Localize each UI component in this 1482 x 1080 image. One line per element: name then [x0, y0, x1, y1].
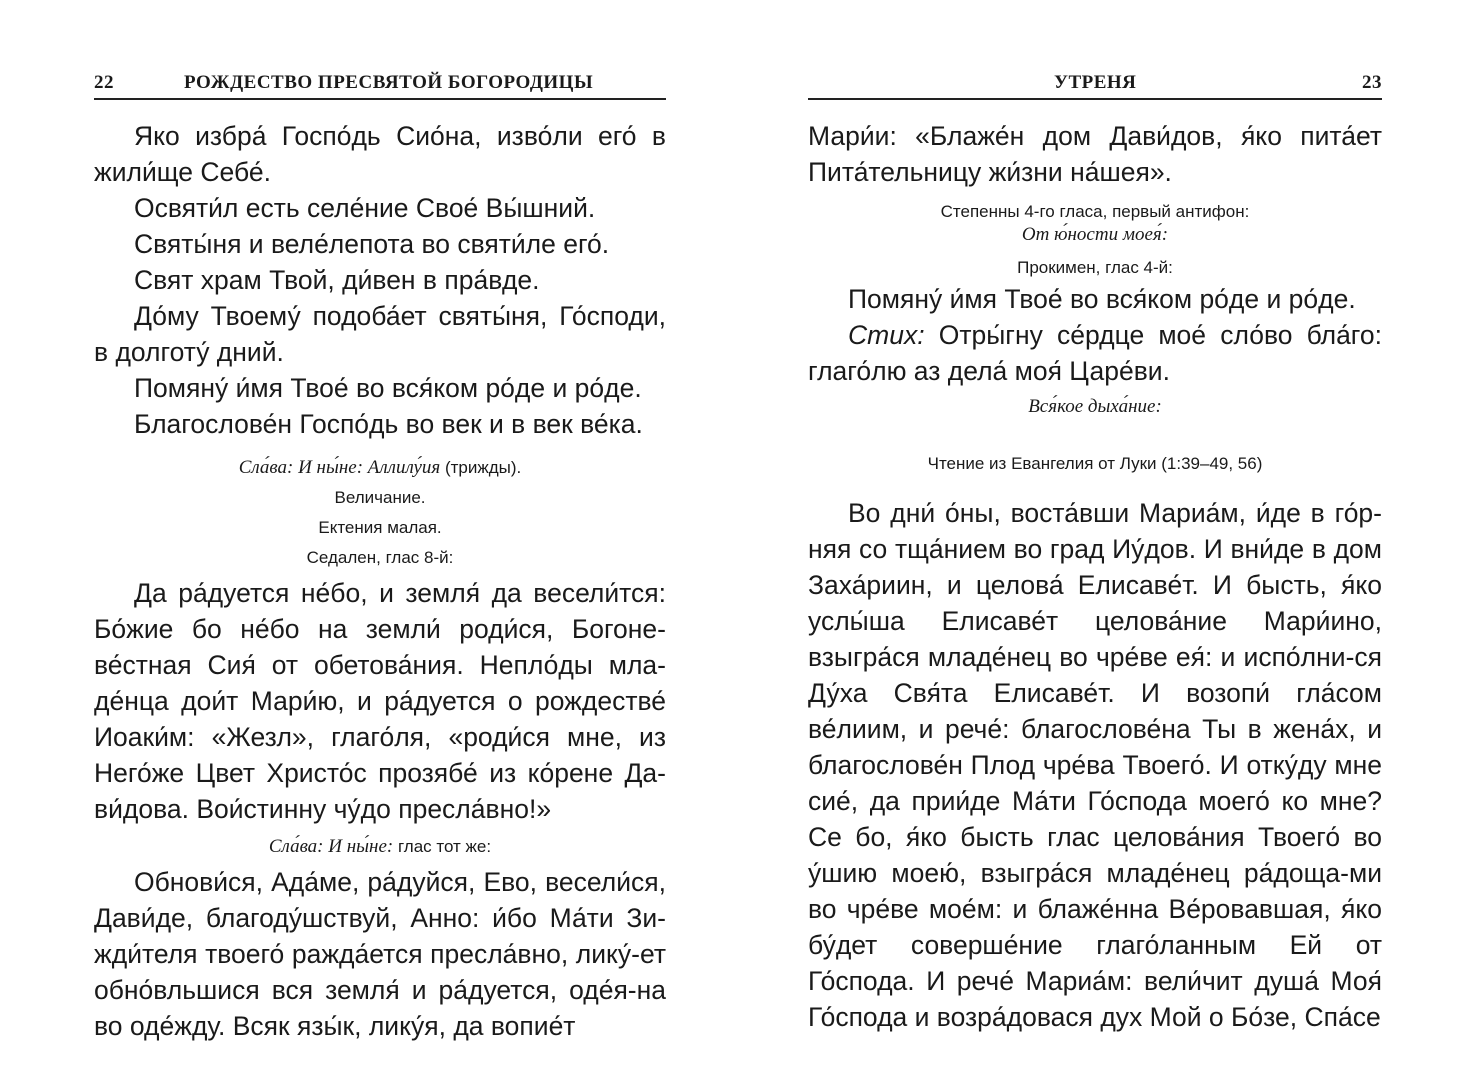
rubric-plain: глас тот же: — [393, 837, 492, 856]
psalm-verse: До́му Твоему́ подоба́ет святы́ня, Го́споди, в долготу́ дний. — [94, 301, 666, 367]
continued-text: Мари́и: «Блаже́н дом Дави́дов, я́ко пита́ет Пита́тельницу жи́зни на́шея». — [808, 121, 1382, 187]
stih-text — [808, 317, 1382, 389]
page-number-right: 23 — [1362, 72, 1382, 93]
slava-text: Обнови́ся, Ада́ме, ра́дуйся, Ево, весели́ся, Дави́де, благоду́шствуй, Анно: и́бо Ма́ти Зи-жди́теля твоего́ ражда́ется пресла́вно, лику́-ет обно́вльшися вся земля́ и ра́дуется, оде́я-на во оде́жду. Всяк язы́к, лику́я, да вопие́т — [94, 867, 666, 1041]
prokimen-text: Помяну́ и́мя Твое́ во вся́ком ро́де и ро́де. — [848, 284, 1356, 314]
rubric-italic: Сла́ва: И ны́не: — [268, 836, 394, 857]
rubric-vsyakoe — [808, 395, 1382, 418]
running-head-title-right: УТРЕНЯ — [1054, 72, 1137, 93]
rubric-italic: От ю́ности моея́: — [1021, 224, 1169, 245]
psalm-verse: Благослове́н Госпо́дь во век и в век ве́ка. — [134, 409, 643, 439]
stih-label: Стих: — [848, 320, 925, 350]
psalm-verse: Святы́ня и веле́лепота во святи́ле его́. — [134, 229, 610, 259]
rubric-italic: Вся́кое дыха́ние: — [1028, 396, 1162, 417]
page-number-left: 22 — [94, 72, 114, 93]
rubric-italic: Сла́ва: И ны́не: Аллилу́ия — [238, 457, 441, 478]
rubric-gospel-title: Чтение из Евангелия от Луки (1:39–49, 56) — [927, 454, 1263, 473]
rubric-antifon-italic — [808, 223, 1382, 246]
psalm-verse: Яко избра́ Госпо́дь Сио́на, изво́ли его́ в жили́ще Себе́. — [94, 121, 666, 187]
psalm-verse: Свят храм Твой, ди́вен в пра́вде. — [134, 265, 540, 295]
stih-body: Отры́гну се́рдце мое́ сло́во бла́го: глаго́лю аз дела́ моя́ Царе́ви. — [808, 320, 1382, 386]
rubric-slava-glas — [94, 835, 666, 858]
rubric-sedalen: Седален, глас 8-й: — [306, 548, 454, 567]
right-running-head — [808, 72, 1382, 100]
running-head-title-left: РОЖДЕСТВО ПРЕСВЯТОЙ БОГОРОДИЦЫ — [184, 72, 594, 93]
right-page-body — [808, 118, 1382, 1035]
sedalen-text: Да ра́дуется не́бо, и земля́ да весели́тся: Бо́жие бо не́бо на земли́ роди́ся, Богоне-ве́стная Сия́ от обетова́ния. Непло́ды мла-де́нца дои́т Мари́ю, и ра́дуется о рождестве́ Иоаки́м: «Жезл», глаго́ля, «роди́ся мне, из Него́же Цвет Христо́с прозябе́ из ко́рене Да-ви́дова. Вои́стинну чу́до пресла́вно!» — [94, 578, 666, 824]
rubric-ektenia: Ектения малая. — [318, 518, 442, 537]
right-page — [808, 0, 1382, 1080]
rubric-stepenny: Степенны 4-го гласа, первый антифон: — [940, 202, 1250, 221]
left-page — [94, 0, 666, 1080]
rubric-slava — [94, 456, 666, 479]
left-page-body — [94, 118, 666, 1044]
psalm-verse: Освяти́л есть селе́ние Свое́ Вы́шний. — [134, 193, 596, 223]
left-running-head — [94, 72, 666, 100]
gospel-text: Во дни́ о́ны, воста́вши Мариа́м, и́де в го́р-няя со тща́нием во град Иу́дов. И вни́де в дом Заха́риин, и целова́ Елисаве́т. И бысть, я́ко услы́ша Елисаве́т целова́ние Мари́ино, взыгра́ся младе́нец во чре́ве ея́: и испо́лни-ся Ду́ха Свя́та Елисаве́т. И возопи́ гла́сом ве́лиим, и рече́: благослове́на Ты в жена́х, и благослове́н Плод чре́ва Твоего́. И отку́ду мне сие́, да прии́де Ма́ти Го́спода моего́ ко мне? Се бо, я́ко бысть глас целова́ния Твоего́ во у́шию моею́, взыгра́ся младе́нец ра́доща-ми во чре́ве мое́м: и блаже́нна Ве́ровавшая, я́ко бу́дет соверше́ние глаго́ланным Ей от Го́спода. И рече́ Мариа́м: вели́чит душа́ Моя́ Го́спода и возра́довася дух Мой о Бо́зе, Спа́се — [808, 498, 1382, 1032]
rubric-velichanie: Величание. — [334, 488, 426, 507]
rubric-plain: (трижды). — [440, 458, 522, 477]
rubric-prokimen: Прокимен, глас 4-й: — [1017, 258, 1173, 277]
psalm-verse: Помяну́ и́мя Твое́ во вся́ком ро́де и ро́де. — [134, 373, 642, 403]
